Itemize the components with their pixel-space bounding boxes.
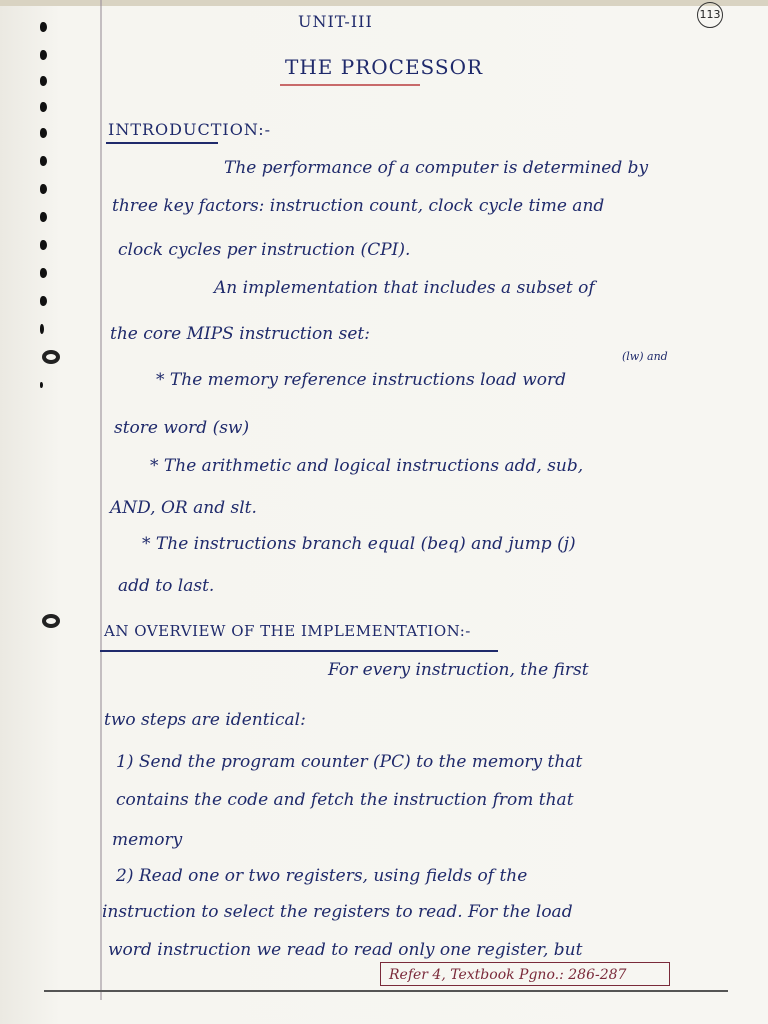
introduction-underline — [106, 142, 218, 144]
unit-label: UNIT-III — [298, 12, 373, 31]
text-line: instruction to select the registers to read. For the load — [102, 902, 573, 922]
text-line: contains the code and fetch the instruction from that — [116, 790, 574, 810]
margin-line — [100, 0, 102, 1000]
text-line: word instruction we read to read only one register, but — [108, 940, 583, 960]
textbook-reference-box: Refer 4, Textbook Pgno.: 286-287 — [380, 962, 670, 986]
binding-hole — [40, 382, 43, 388]
binding-hole — [40, 296, 47, 306]
binding-hole — [40, 212, 47, 222]
binding-hole — [40, 76, 47, 86]
text-line: memory — [112, 830, 183, 850]
punch-hole — [42, 350, 60, 364]
text-line: 1) Send the program counter (PC) to the memory that — [116, 752, 583, 772]
text-line: An implementation that includes a subset of — [214, 278, 595, 298]
text-line: * The instructions branch equal (beq) and jump (j) — [142, 534, 576, 554]
overview-underline — [100, 650, 498, 652]
text-line: The performance of a computer is determined by — [224, 158, 649, 178]
punch-hole — [42, 614, 60, 628]
binding-hole — [40, 102, 47, 112]
text-line: * The memory reference instructions load word — [156, 370, 566, 390]
text-line: For every instruction, the first — [328, 660, 589, 680]
lw-superscript: (lw) and — [622, 350, 668, 363]
text-line: add to last. — [118, 576, 215, 596]
text-line: clock cycles per instruction (CPI). — [118, 240, 411, 260]
title-underline — [280, 84, 420, 86]
overview-heading: AN OVERVIEW OF THE IMPLEMENTATION:- — [104, 622, 471, 640]
text-line: three key factors: instruction count, clock cycle time and — [112, 196, 605, 216]
text-line: AND, OR and slt. — [110, 498, 257, 518]
text-line: 2) Read one or two registers, using fields of the — [116, 866, 528, 886]
binding-hole — [40, 22, 47, 32]
text-line: store word (sw) — [114, 418, 250, 438]
bottom-rule — [44, 990, 728, 992]
introduction-heading: INTRODUCTION:- — [108, 120, 272, 139]
page-number-badge: 113 — [697, 2, 723, 28]
binding-hole — [40, 324, 44, 334]
binding-hole — [40, 50, 47, 60]
text-line: two steps are identical: — [104, 710, 306, 730]
text-line: * The arithmetic and logical instructions add, sub, — [150, 456, 584, 476]
text-line: the core MIPS instruction set: — [110, 324, 370, 344]
binding-hole — [40, 128, 47, 138]
page-title: THE PROCESSOR — [285, 55, 484, 79]
binding-hole — [40, 268, 47, 278]
binding-hole — [40, 156, 47, 166]
binding-hole — [40, 240, 47, 250]
page-top-edge — [0, 0, 768, 6]
binding-hole — [40, 184, 47, 194]
